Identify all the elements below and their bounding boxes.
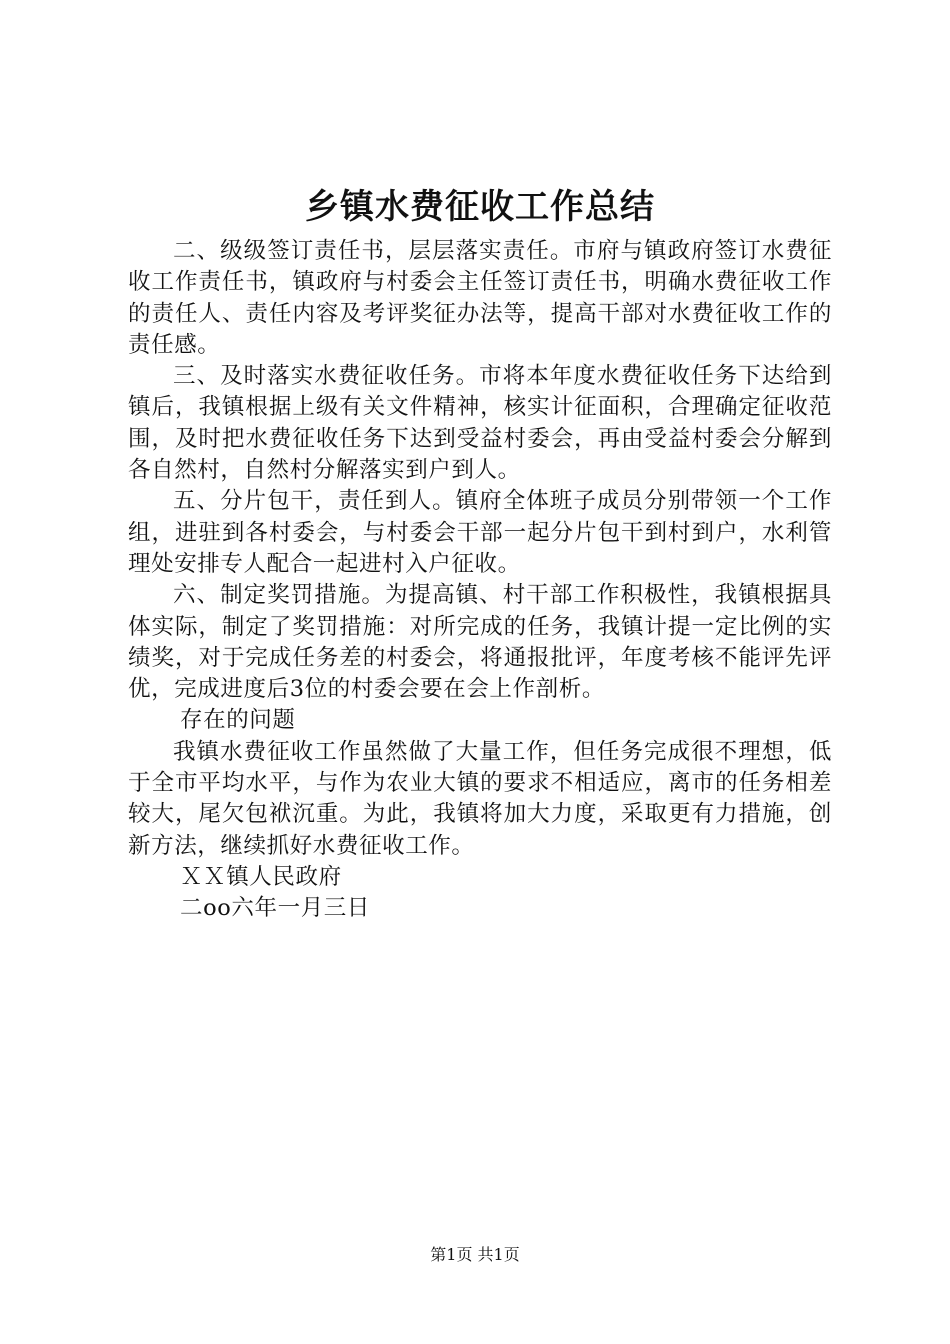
section-heading-problems: 存在的问题 bbox=[180, 707, 296, 734]
paragraph-zoned-contract: 五、分片包干，责任到人。镇府全体班子成员分别带领一个工作组，进驻到各村委会，与村委会干部一起分片包干到村到户，水利管理处安排专人配合一起进村入户征收。 bbox=[128, 488, 832, 577]
signature-line: ＸＸ镇人民政府 bbox=[180, 863, 342, 890]
document-body bbox=[128, 236, 832, 925]
document-page bbox=[128, 0, 832, 1344]
paragraph-responsibility: 二、级级签订责任书，层层落实责任。市府与镇政府签订水费征收工作责任书，镇政府与村委会主任签订责任书，明确水费征收工作的责任人、责任内容及考评奖征办法等，提高干部对水费征收工作的责任感。 bbox=[128, 238, 832, 358]
paragraph-problems: 我镇水费征收工作虽然做了大量工作，但任务完成很不理想，低于全市平均水平，与作为农业大镇的要求不相适应，离市的任务相差较大，尾欠包袱沉重。为此，我镇将加大力度，采取更有力措施，创新方法，继续抓好水费征收工作。 bbox=[128, 738, 832, 859]
paragraph-task-assignment: 三、及时落实水费征收任务。市将本年度水费征收任务下达给到镇后，我镇根据上级有关文件精神，核实计征面积，合理确定征收范围，及时把水费征收任务下达到受益村委会，再由受益村委会分解到各自然村，自然村分解落实到户到人。 bbox=[128, 363, 832, 484]
paragraph-rewards-penalties: 六、制定奖罚措施。为提高镇、村干部工作积极性，我镇根据具体实际，制定了奖罚措施：对所完成的任务，我镇计提一定比例的实绩奖，对于完成任务差的村委会，将通报批评，年度考核不能评先评优，完成进度后3位的村委会要在会上作剖析。 bbox=[128, 582, 832, 703]
document-title: 乡镇水费征收工作总结 bbox=[305, 187, 655, 227]
page-footer: 第1页 共1页 bbox=[430, 1245, 520, 1264]
date-line: 二oo六年一月三日 bbox=[180, 895, 370, 922]
